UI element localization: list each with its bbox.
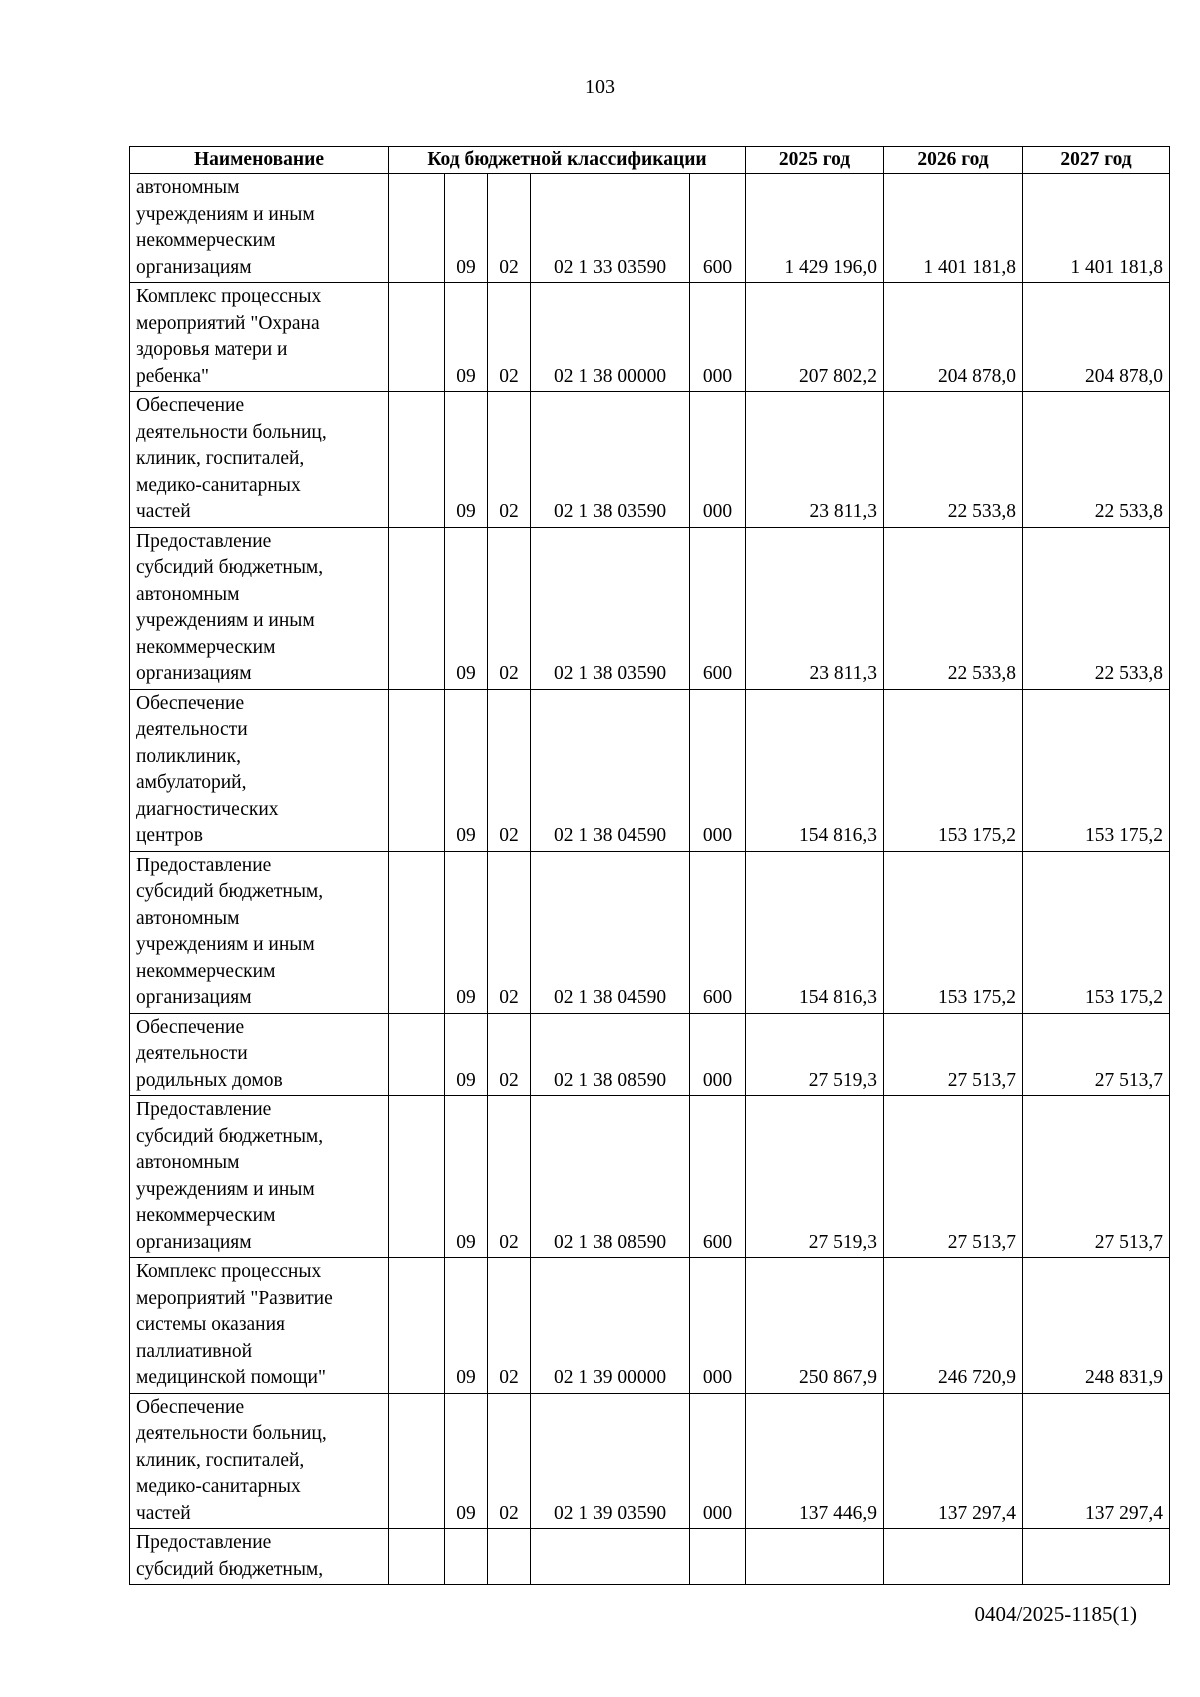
cell-name: Комплекс процессных мероприятий "Охрана здоровья матери и ребенка" bbox=[130, 283, 389, 392]
cell-2026: 153 175,2 bbox=[884, 851, 1023, 1013]
cell-expense-type: 600 bbox=[690, 1096, 746, 1258]
cell-2027: 204 878,0 bbox=[1023, 283, 1170, 392]
cell-podrazdel: 02 bbox=[488, 1258, 531, 1394]
cell-target-article: 02 1 38 03590 bbox=[531, 527, 690, 689]
page-number: 103 bbox=[585, 76, 615, 98]
cell-razdel: 09 bbox=[445, 283, 488, 392]
cell-2027: 27 513,7 bbox=[1023, 1013, 1170, 1096]
cell-name: автономным учреждениям и иным некоммерческим организациям bbox=[130, 174, 389, 283]
table-row bbox=[130, 1258, 1170, 1394]
cell-name: Обеспечение деятельности поликлиник, амбулаторий, диагностических центров bbox=[130, 689, 389, 851]
cell-target-article: 02 1 38 08590 bbox=[531, 1096, 690, 1258]
cell-razdel: 09 bbox=[445, 689, 488, 851]
cell-expense-type: 000 bbox=[690, 1393, 746, 1529]
cell-expense-type: 000 bbox=[690, 283, 746, 392]
header-code: Код бюджетной классификации bbox=[389, 147, 746, 174]
cell-expense-type: 600 bbox=[690, 527, 746, 689]
cell-2026: 27 513,7 bbox=[884, 1096, 1023, 1258]
cell-target-article: 02 1 38 08590 bbox=[531, 1013, 690, 1096]
cell-2026: 27 513,7 bbox=[884, 1013, 1023, 1096]
header-2026: 2026 год bbox=[884, 147, 1023, 174]
header-name: Наименование bbox=[130, 147, 389, 174]
cell-razdel: 09 bbox=[445, 1258, 488, 1394]
cell-expense-type: 000 bbox=[690, 1013, 746, 1096]
cell-name: Обеспечение деятельности родильных домов bbox=[130, 1013, 389, 1096]
cell-2026: 1 401 181,8 bbox=[884, 174, 1023, 283]
cell-target-article: 02 1 39 00000 bbox=[531, 1258, 690, 1394]
cell-expense-type: 600 bbox=[690, 851, 746, 1013]
cell-2027: 153 175,2 bbox=[1023, 689, 1170, 851]
cell-ved bbox=[389, 174, 445, 283]
cell-razdel: 09 bbox=[445, 1393, 488, 1529]
cell-2027: 22 533,8 bbox=[1023, 392, 1170, 528]
cell-name: Обеспечение деятельности больниц, клиник, госпиталей, медико-санитарных частей bbox=[130, 392, 389, 528]
cell-target-article: 02 1 38 04590 bbox=[531, 689, 690, 851]
cell-2025: 23 811,3 bbox=[746, 392, 884, 528]
table-row bbox=[130, 527, 1170, 689]
cell-razdel: 09 bbox=[445, 1013, 488, 1096]
cell-ved bbox=[389, 1258, 445, 1394]
cell-ved bbox=[389, 689, 445, 851]
document-code: 0404/2025-1185(1) bbox=[974, 1602, 1137, 1626]
cell-ved bbox=[389, 527, 445, 689]
budget-table bbox=[129, 146, 1170, 1585]
cell-name: Предоставление субсидий бюджетным, bbox=[130, 1529, 389, 1585]
cell-razdel: 09 bbox=[445, 527, 488, 689]
cell-2026: 153 175,2 bbox=[884, 689, 1023, 851]
cell-razdel: 09 bbox=[445, 851, 488, 1013]
cell-razdel bbox=[445, 1529, 488, 1585]
cell-target-article: 02 1 33 03590 bbox=[531, 174, 690, 283]
cell-podrazdel: 02 bbox=[488, 1096, 531, 1258]
cell-podrazdel: 02 bbox=[488, 174, 531, 283]
table-row bbox=[130, 1529, 1170, 1585]
table-row bbox=[130, 1393, 1170, 1529]
cell-ved bbox=[389, 1096, 445, 1258]
cell-podrazdel bbox=[488, 1529, 531, 1585]
cell-ved bbox=[389, 1393, 445, 1529]
cell-2025: 137 446,9 bbox=[746, 1393, 884, 1529]
cell-podrazdel: 02 bbox=[488, 851, 531, 1013]
cell-2025: 154 816,3 bbox=[746, 689, 884, 851]
cell-ved bbox=[389, 283, 445, 392]
cell-podrazdel: 02 bbox=[488, 1393, 531, 1529]
cell-2027: 22 533,8 bbox=[1023, 527, 1170, 689]
cell-2025: 154 816,3 bbox=[746, 851, 884, 1013]
cell-2027: 1 401 181,8 bbox=[1023, 174, 1170, 283]
cell-ved bbox=[389, 1529, 445, 1585]
cell-2026: 22 533,8 bbox=[884, 392, 1023, 528]
cell-target-article bbox=[531, 1529, 690, 1585]
cell-2025: 23 811,3 bbox=[746, 527, 884, 689]
cell-2025: 27 519,3 bbox=[746, 1096, 884, 1258]
cell-2027: 27 513,7 bbox=[1023, 1096, 1170, 1258]
cell-name: Предоставление субсидий бюджетным, автономным учреждениям и иным некоммерческим организациям bbox=[130, 527, 389, 689]
cell-name: Обеспечение деятельности больниц, клиник, госпиталей, медико-санитарных частей bbox=[130, 1393, 389, 1529]
cell-2025 bbox=[746, 1529, 884, 1585]
cell-podrazdel: 02 bbox=[488, 392, 531, 528]
table-row bbox=[130, 174, 1170, 283]
cell-2025: 27 519,3 bbox=[746, 1013, 884, 1096]
cell-target-article: 02 1 38 03590 bbox=[531, 392, 690, 528]
table-body bbox=[130, 174, 1170, 1585]
cell-ved bbox=[389, 1013, 445, 1096]
table-row bbox=[130, 392, 1170, 528]
cell-2027: 153 175,2 bbox=[1023, 851, 1170, 1013]
table-row bbox=[130, 689, 1170, 851]
cell-expense-type: 000 bbox=[690, 689, 746, 851]
cell-target-article: 02 1 38 00000 bbox=[531, 283, 690, 392]
cell-2025: 250 867,9 bbox=[746, 1258, 884, 1394]
cell-ved bbox=[389, 392, 445, 528]
cell-expense-type: 000 bbox=[690, 392, 746, 528]
cell-2026 bbox=[884, 1529, 1023, 1585]
cell-2026: 246 720,9 bbox=[884, 1258, 1023, 1394]
cell-expense-type bbox=[690, 1529, 746, 1585]
table-row bbox=[130, 283, 1170, 392]
cell-podrazdel: 02 bbox=[488, 527, 531, 689]
cell-name: Предоставление субсидий бюджетным, автономным учреждениям и иным некоммерческим организациям bbox=[130, 1096, 389, 1258]
cell-podrazdel: 02 bbox=[488, 1013, 531, 1096]
table-row bbox=[130, 1096, 1170, 1258]
cell-2027: 248 831,9 bbox=[1023, 1258, 1170, 1394]
cell-2026: 137 297,4 bbox=[884, 1393, 1023, 1529]
cell-name: Предоставление субсидий бюджетным, автономным учреждениям и иным некоммерческим организациям bbox=[130, 851, 389, 1013]
cell-target-article: 02 1 38 04590 bbox=[531, 851, 690, 1013]
cell-ved bbox=[389, 851, 445, 1013]
cell-2025: 1 429 196,0 bbox=[746, 174, 884, 283]
cell-2026: 204 878,0 bbox=[884, 283, 1023, 392]
cell-podrazdel: 02 bbox=[488, 283, 531, 392]
header-2025: 2025 год bbox=[746, 147, 884, 174]
cell-razdel: 09 bbox=[445, 174, 488, 283]
cell-2025: 207 802,2 bbox=[746, 283, 884, 392]
cell-2027 bbox=[1023, 1529, 1170, 1585]
table-header-row bbox=[130, 147, 1170, 174]
cell-razdel: 09 bbox=[445, 1096, 488, 1258]
cell-target-article: 02 1 39 03590 bbox=[531, 1393, 690, 1529]
cell-razdel: 09 bbox=[445, 392, 488, 528]
cell-expense-type: 600 bbox=[690, 174, 746, 283]
cell-name: Комплекс процессных мероприятий "Развитие системы оказания паллиативной медицинской помощи" bbox=[130, 1258, 389, 1394]
cell-expense-type: 000 bbox=[690, 1258, 746, 1394]
cell-2026: 22 533,8 bbox=[884, 527, 1023, 689]
cell-podrazdel: 02 bbox=[488, 689, 531, 851]
header-2027: 2027 год bbox=[1023, 147, 1170, 174]
table-row bbox=[130, 1013, 1170, 1096]
table-row bbox=[130, 851, 1170, 1013]
cell-2027: 137 297,4 bbox=[1023, 1393, 1170, 1529]
